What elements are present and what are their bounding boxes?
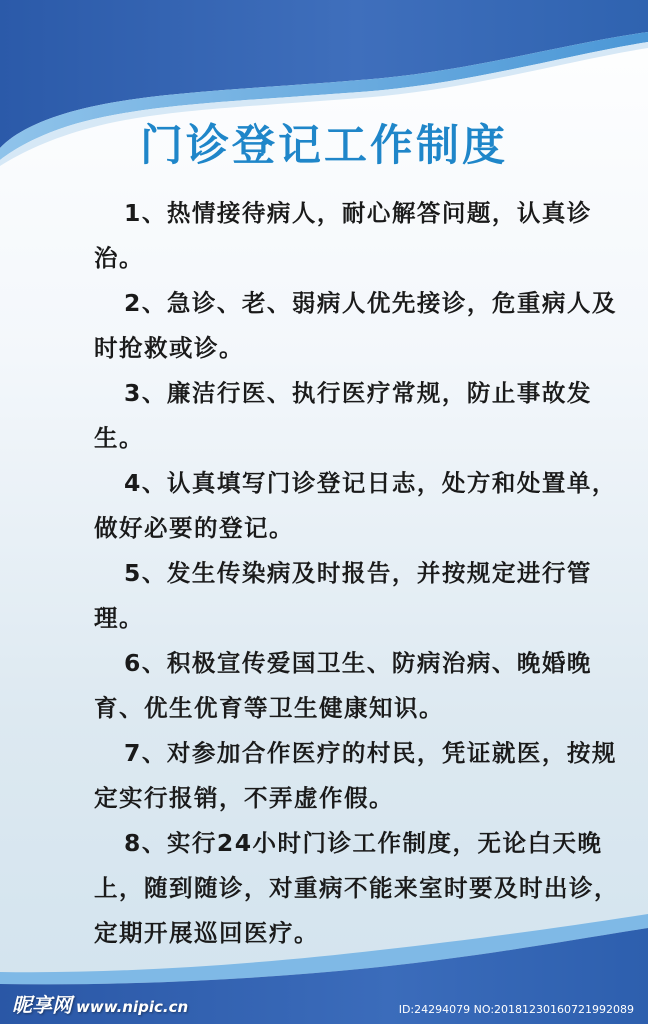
rule-item-8: 8、实行24小时门诊工作制度，无论白天晚上，随到随诊，对重病不能来室时要及时出诊，定期开展巡回医疗。	[94, 829, 619, 947]
watermark-logo	[12, 989, 188, 1018]
rule-item-1: 1、热情接待病人，耐心解答问题，认真诊治。	[94, 199, 592, 272]
rule-item-6: 6、积极宣传爱国卫生、防病治病、晚婚晚育、优生优育等卫生健康知识。	[94, 649, 592, 722]
rule-item-4: 4、认真填写门诊登记日志，处方和处置单，做好必要的登记。	[94, 469, 617, 542]
page-title: 门诊登记工作制度	[140, 121, 508, 171]
watermark-logo-text: 昵享网	[12, 993, 72, 1017]
watermark-url: www.nipic.cn	[76, 998, 189, 1016]
rule-item-2: 2、急诊、老、弱病人优先接诊，危重病人及时抢救或诊。	[94, 289, 617, 362]
rule-item-7: 7、对参加合作医疗的村民，凭证就医，按规定实行报销，不弄虚作假。	[94, 739, 617, 812]
rule-item-3: 3、廉洁行医、执行医疗常规，防止事故发生。	[94, 379, 592, 452]
image-id-text: ID:24294079 NO:20181230160721992089	[398, 1003, 634, 1016]
rule-item-5: 5、发生传染病及时报告，并按规定进行管理。	[94, 559, 592, 632]
rules-list	[94, 191, 624, 956]
